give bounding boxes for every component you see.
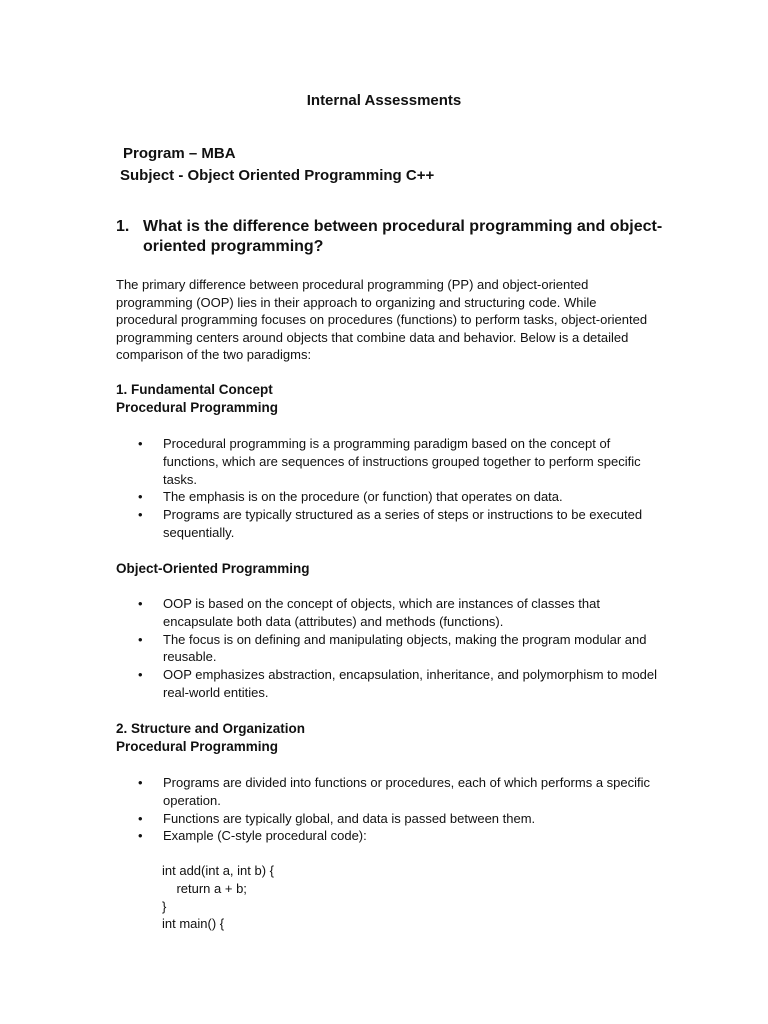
list-item-text: Programs are typically structured as a series of steps or instructions to be executed sequentially. <box>163 507 643 540</box>
bullet-icon: • <box>138 436 143 451</box>
document-title: Internal Assessments <box>306 92 462 109</box>
section-1-pp-heading: Procedural Programming <box>116 400 279 415</box>
list-item <box>116 631 661 667</box>
list-item-text: Functions are typically global, and data is passed between them. <box>163 810 536 826</box>
list-item <box>116 435 661 488</box>
section-1-pp-list <box>116 435 661 542</box>
bullet-icon: • <box>138 507 143 523</box>
list-item-text: Procedural programming is a programming paradigm based on the concept of functions, which are sequences of instructions grouped together to perform specific tasks. <box>163 436 641 487</box>
section-2-pp-heading: Procedural Programming <box>116 739 279 754</box>
question-number: 1. <box>116 218 130 235</box>
bullet-icon: • <box>138 828 143 844</box>
section-1-heading: 1. Fundamental Concept <box>116 382 273 397</box>
list-item <box>116 827 661 845</box>
list-item-text: Example (C-style procedural code): <box>163 828 367 844</box>
code-example: int add(int a, int b) { return a + b; } int main() { <box>162 863 275 932</box>
section-1-oop-list <box>116 595 661 702</box>
list-item-text: The emphasis is on the procedure (or function) that operates on data. <box>163 489 563 505</box>
bullet-icon: • <box>138 489 143 505</box>
question-text: What is the difference between procedural programming and object-oriented programming? <box>143 218 663 255</box>
subject-line: Subject - Object Oriented Programming C++ <box>120 167 435 184</box>
section-2-heading: 2. Structure and Organization <box>116 721 306 736</box>
list-item-text: OOP is based on the concept of objects, which are instances of classes that encapsulate both data (attributes) and methods (functions). <box>163 596 600 629</box>
list-item-text: OOP emphasizes abstraction, encapsulation, inheritance, and polymorphism to model real-world entities. <box>163 667 658 700</box>
list-item <box>116 810 661 828</box>
list-item-text: The focus is on defining and manipulating objects, making the program modular and reusable. <box>163 631 647 665</box>
bullet-icon: • <box>138 810 143 826</box>
list-item <box>116 666 661 702</box>
bullet-icon: • <box>138 631 143 647</box>
intro-paragraph: The primary difference between procedural programming (PP) and object-oriented programming (OOP) lies in their approach to organizing and structuring code. While procedural programming focuses on procedures (functions) to perform tasks, object-oriented programming centers around objects that combine data and behavior. Below is a detailed comparison of the two paradigms: <box>116 277 648 363</box>
list-item <box>116 595 661 631</box>
program-line: Program – MBA <box>123 145 236 162</box>
bullet-icon: • <box>138 775 143 790</box>
bullet-icon: • <box>138 667 143 683</box>
list-item <box>116 774 661 810</box>
list-item <box>116 488 661 506</box>
section-1-oop-heading: Object-Oriented Programming <box>116 561 310 576</box>
bullet-icon: • <box>138 596 143 611</box>
list-item <box>116 506 661 542</box>
list-item-text: Programs are divided into functions or procedures, each of which performs a specific operation. <box>163 775 651 808</box>
section-2-pp-list <box>116 774 661 845</box>
